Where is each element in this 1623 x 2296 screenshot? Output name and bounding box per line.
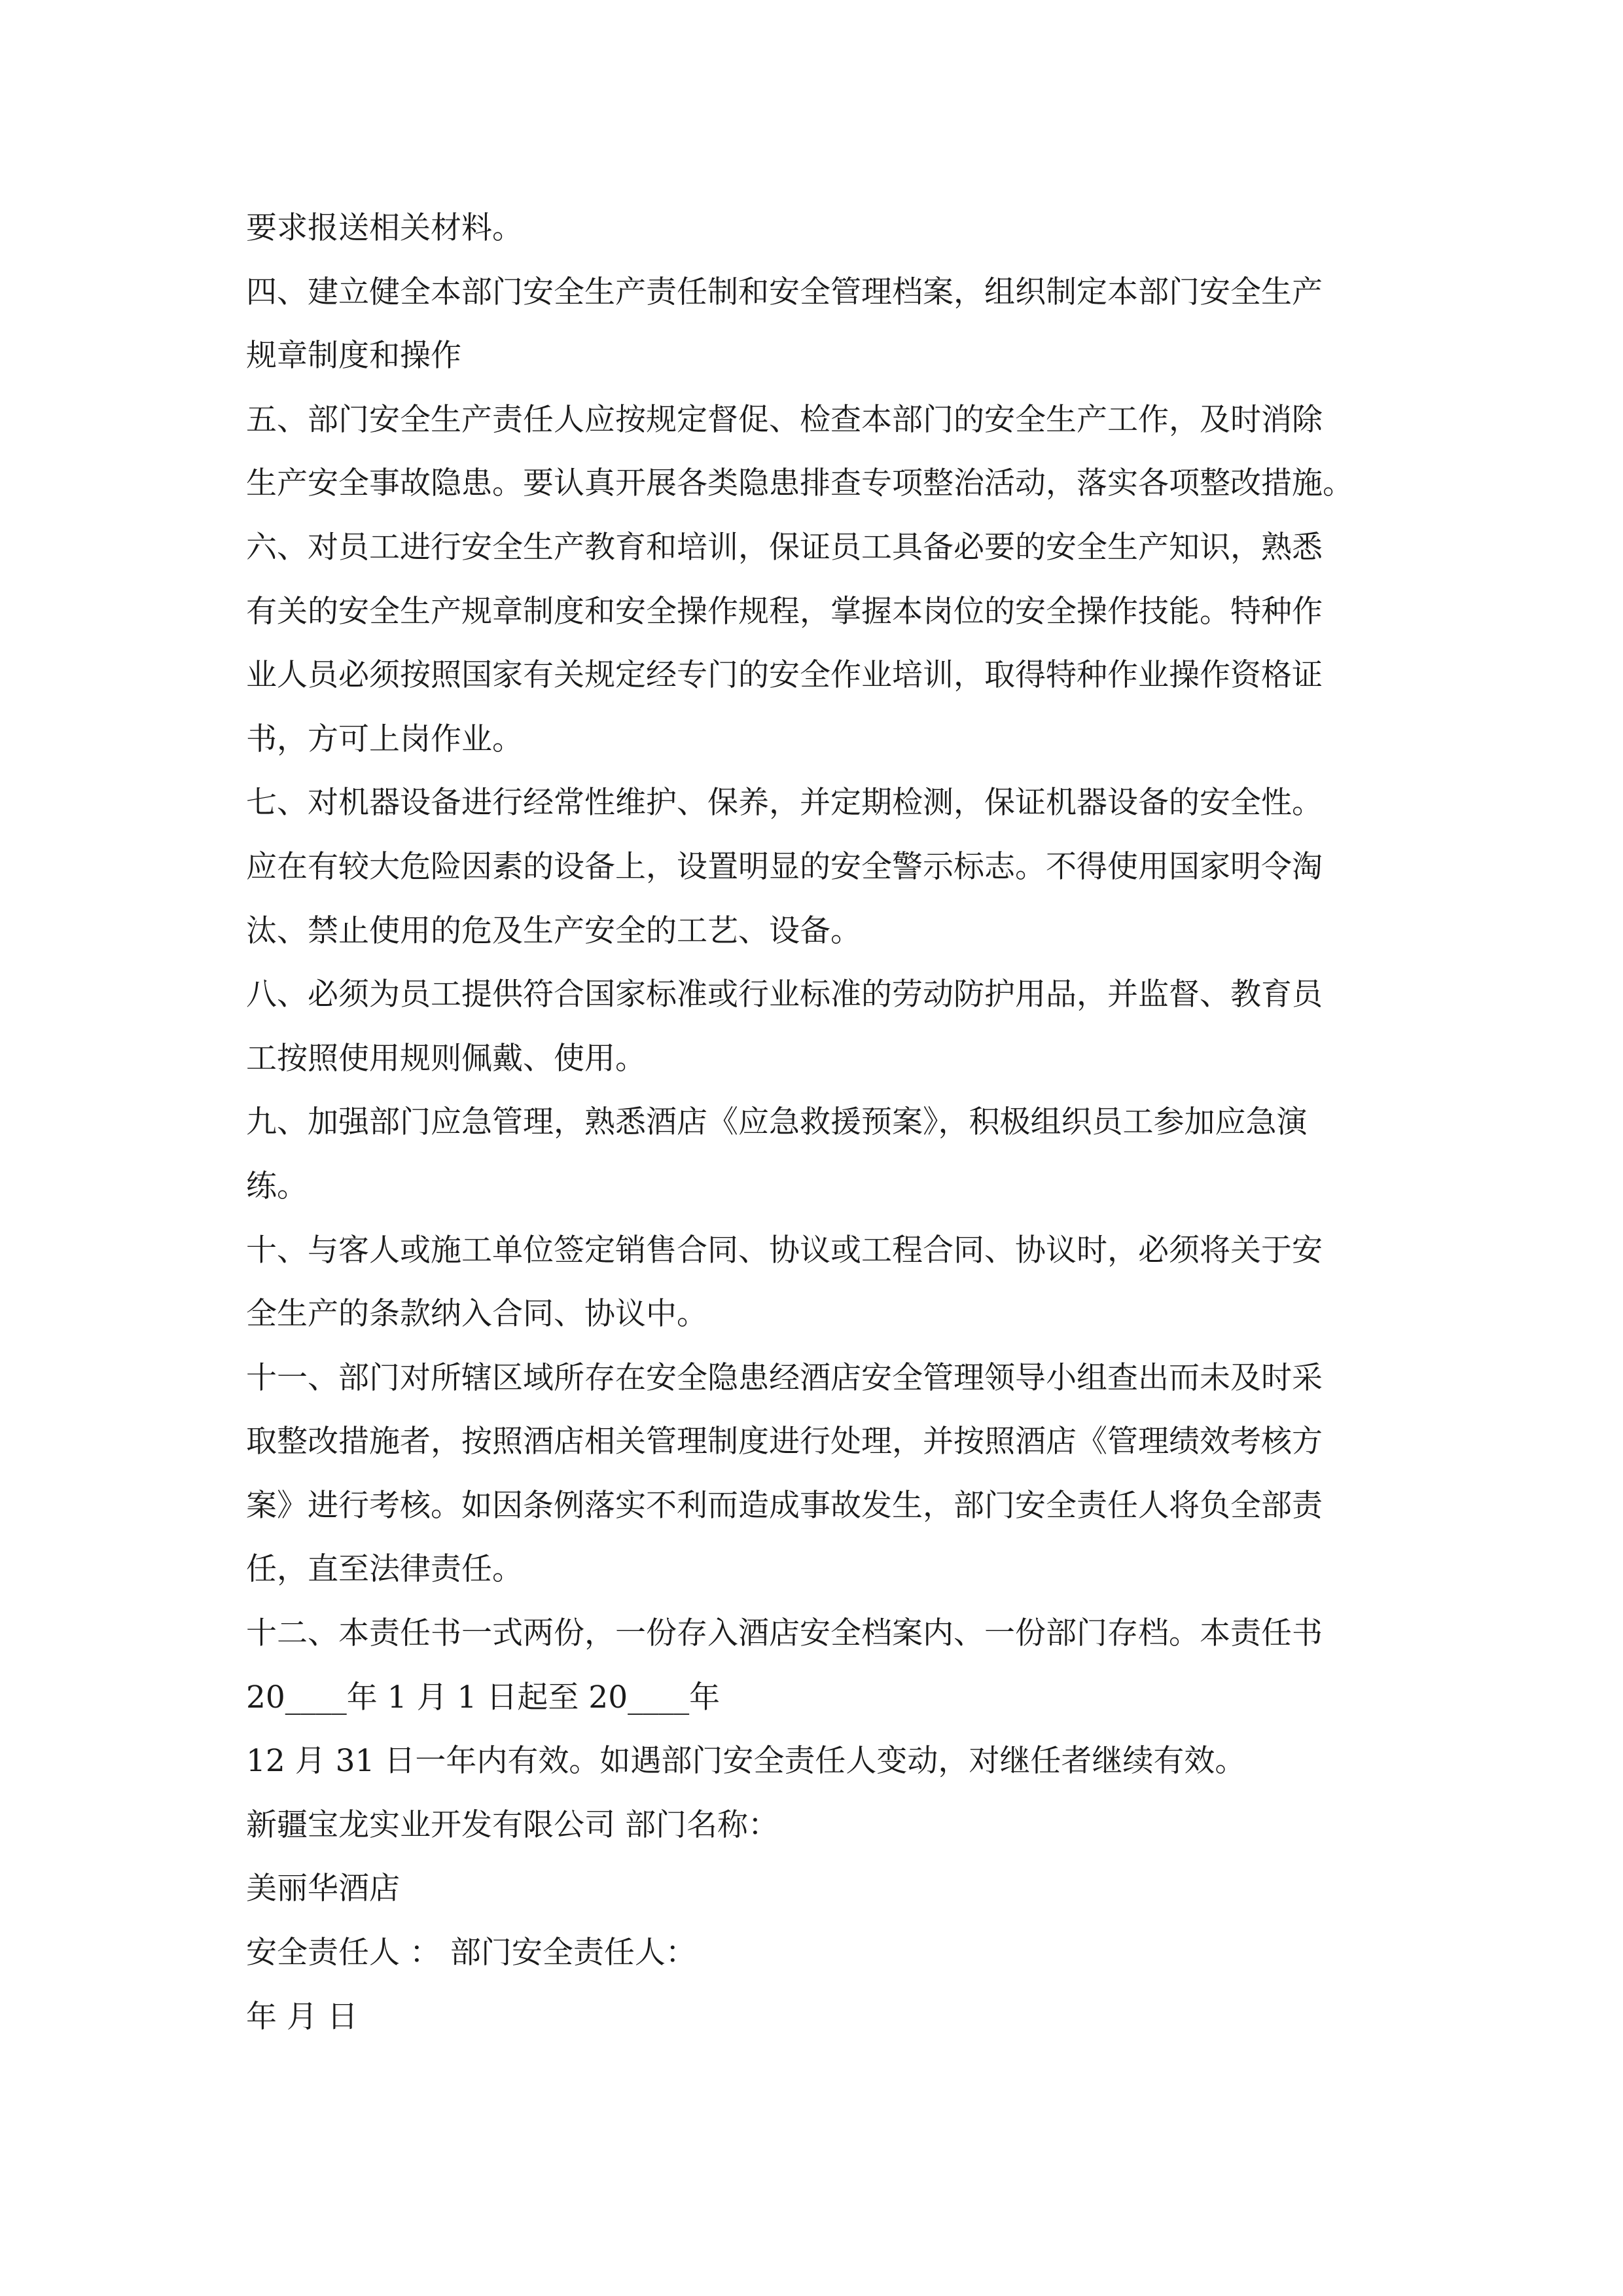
text-line: 业人员必须按照国家有关规定经专门的安全作业培训，取得特种作业操作资格证	[246, 657, 1323, 694]
company-name-line: 新疆宝龙实业开发有限公司 部门名称：	[246, 1806, 779, 1843]
text-line: 有关的安全生产规章制度和安全操作规程，掌握本岗位的安全操作技能。特种作	[246, 593, 1323, 630]
text-line: 十二、本责任书一式两份，一份存入酒店安全档案内、一份部门存档。本责任书	[246, 1615, 1323, 1652]
text-line: 案》进行考核。如因条例落实不利而造成事故发生，部门安全责任人将负全部责	[246, 1487, 1323, 1524]
text-line: 任，直至法律责任。	[246, 1551, 523, 1588]
text-line: 八、必须为员工提供符合国家标准或行业标准的劳动防护用品，并监督、教育员	[246, 977, 1323, 1013]
text-line: 九、加强部门应急管理，熟悉酒店《应急救援预案》，积极组织员工参加应急演	[246, 1104, 1308, 1141]
document-body	[246, 196, 1398, 2049]
signature-line: 安全责任人 ： 部门安全责任人：	[246, 1935, 696, 1971]
date-line: 年 月 日	[246, 1998, 358, 2035]
text-line: 五、部门安全生产责任人应按规定督促、检查本部门的安全生产工作，及时消除	[246, 401, 1323, 438]
text-line: 全生产的条款纳入合同、协议中。	[246, 1296, 707, 1333]
text-line: 工按照使用规则佩戴、使用。	[246, 1040, 646, 1077]
text-line: 七、对机器设备进行经常性维护、保养，并定期检测，保证机器设备的安全性。	[246, 785, 1323, 821]
text-line: 四、建立健全本部门安全生产责任制和安全管理档案，组织制定本部门安全生产	[246, 274, 1323, 310]
text-line: 12 月 31 日一年内有效。如遇部门安全责任人变动，对继任者继续有效。	[246, 1743, 1246, 1780]
text-line: 取整改措施者，按照酒店相关管理制度进行处理，并按照酒店《管理绩效考核方	[246, 1424, 1323, 1460]
text-line: 六、对员工进行安全生产教育和培训，保证员工具备必要的安全生产知识，熟悉	[246, 529, 1323, 565]
text-line: 练。	[246, 1168, 308, 1204]
text-line: 20____年 1 月 1 日起至 20____年	[246, 1679, 721, 1715]
text-line: 生产安全事故隐患。要认真开展各类隐患排查专项整治活动，落实各项整改措施。	[246, 465, 1353, 502]
text-line: 汰、禁止使用的危及生产安全的工艺、设备。	[246, 912, 861, 949]
text-line: 十一、部门对所辖区域所存在安全隐患经酒店安全管理领导小组查出而未及时采	[246, 1359, 1323, 1396]
text-line: 十、与客人或施工单位签定销售合同、协议或工程合同、协议时，必须将关于安	[246, 1232, 1323, 1268]
text-line: 书，方可上岗作业。	[246, 721, 523, 757]
text-line: 应在有较大危险因素的设备上，设置明显的安全警示标志。不得使用国家明令淘	[246, 848, 1323, 885]
text-line: 规章制度和操作	[246, 338, 461, 374]
hotel-name-line: 美丽华酒店	[246, 1871, 400, 1907]
text-line: 要求报送相关材料。	[246, 210, 523, 246]
